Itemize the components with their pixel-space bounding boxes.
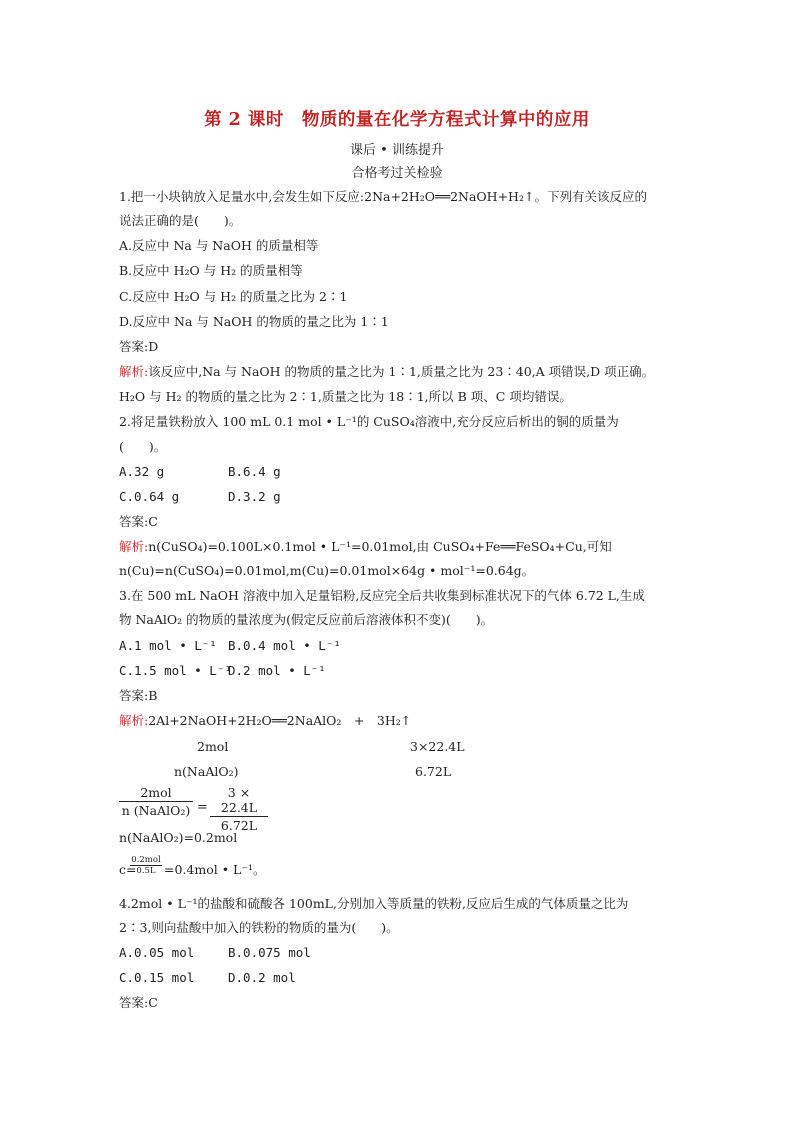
section-subtitle: 课后 • 训练提升 [350,143,444,158]
q3-concentration-result: =0.4mol • L⁻¹。 [164,862,266,877]
q2-stem-line1: 2.将足量铁粉放入 100 mL 0.1 mol • L⁻¹的 CuSO₄溶液中,充分反应后析出的铜的质量为 [119,414,619,429]
fraction-numerator: 2mol [140,785,172,800]
q1-answer: 答案:D [119,339,159,354]
q3-answer: 答案:B [119,688,158,703]
q3-option-b: B.0.4 mol • L⁻¹ [228,638,341,653]
q3-stem-line1: 3.在 500 mL NaOH 溶液中加入足量铝粉,反应完全后共收集到标准状况下的气体 6.72 L,生成 [119,588,645,603]
analysis-label: 解析: [119,364,149,379]
q4-option-b: B.0.075 mol [228,945,311,960]
q2-option-a: A.32 g [119,464,165,479]
equals-sign: = [197,800,208,815]
fraction-bar [210,816,268,817]
fraction-numerator: 0.2mol [131,855,161,865]
q1-option-a: A.反应中 Na 与 NaOH 的质量相等 [119,238,319,253]
fraction-bar [119,801,193,802]
q1-stem-line2: 说法正确的是( )。 [119,213,242,228]
q3-result-moles: n(NaAlO₂)=0.2mol [119,830,238,845]
q1-analysis-line1 [119,364,654,380]
page-title: 第 2 课时 物质的量在化学方程式计算中的应用 [204,110,590,130]
q3-ratio-left-1: 2mol [197,739,229,754]
analysis-label: 解析: [119,539,149,554]
q4-option-d: D.0.2 mol [228,970,296,985]
q4-stem-line2: 2∶3,则向盐酸中加入的铁粉的物质的量为( )。 [119,920,399,935]
q2-option-c: C.0.64 g [119,489,180,504]
q1-analysis-text: 该反应中,Na 与 NaOH 的物质的量之比为 1∶1,质量之比为 23∶40,A 项错误,D 项正确。 [148,364,655,379]
q2-answer: 答案:C [119,514,158,529]
fraction-denominator: n (NaAlO₂) [121,803,191,818]
q4-option-c: C.0.15 mol [119,970,195,985]
q3-option-c: C.1.5 mol • L⁻¹ [119,663,232,678]
q1-option-c: C.反应中 H₂O 与 H₂ 的质量之比为 2∶1 [119,289,348,304]
q2-analysis-line2: n(Cu)=n(CuSO₄)=0.01mol,m(Cu)=0.01mol×64g • mol⁻¹=0.64g。 [119,563,535,578]
fraction-denominator: 0.5L [136,866,156,876]
fraction-denominator: 6.72L [220,818,258,833]
fraction-numerator: 3 × 22.4L [220,785,258,815]
q2-option-d: D.3.2 g [228,489,281,504]
q4-answer: 答案:C [119,995,158,1010]
q1-option-d: D.反应中 Na 与 NaOH 的物质的量之比为 1∶1 [119,314,389,329]
q3-ratio-left-2: n(NaAlO₂) [174,764,239,779]
q3-fraction-left [119,785,193,818]
q4-option-a: A.0.05 mol [119,945,195,960]
q1-analysis-line2: H₂O 与 H₂ 的物质的量之比为 2∶1,质量之比为 18∶1,所以 B 项、C 项均错误。 [119,389,572,404]
q3-option-d: D.2 mol • L⁻¹ [228,663,326,678]
q3-ratio-right-1: 3×22.4L [410,739,465,754]
q3-concentration-fraction [130,855,162,876]
q4-stem-line1: 4.2mol • L⁻¹的盐酸和硫酸各 100mL,分别加入等质量的铁粉,反应后生成的气体质量之比为 [119,896,629,911]
section-level: 合格考过关检验 [351,166,443,181]
q3-stem-line2: 物 NaAlO₂ 的物质的量浓度为(假定反应前后溶液体积不变)( )。 [119,612,494,627]
q3-option-a: A.1 mol • L⁻¹ [119,638,217,653]
q2-option-b: B.6.4 g [228,464,281,479]
q3-fraction-right [210,785,268,833]
analysis-label: 解析: [119,713,149,728]
concentration-prefix: c= [119,862,137,877]
q3-equation-text: 2Al+2NaOH+2H₂O══2NaAlO₂ + 3H₂↑ [148,713,412,728]
q1-stem-line1: 1.把一小块钠放入足量水中,会发生如下反应:2Na+2H₂O══2NaOH+H₂↑。下列有关该反应的 [119,189,647,204]
q3-ratio-right-2: 6.72L [415,764,452,779]
q2-analysis-text: n(CuSO₄)=0.100L×0.1mol • L⁻¹=0.01mol,由 CuSO₄+Fe══FeSO₄+Cu,可知 [148,539,612,554]
q1-option-b: B.反应中 H₂O 与 H₂ 的质量相等 [119,263,303,278]
q3-analysis-equation [119,713,411,729]
q2-stem-line2: ( )。 [119,439,167,454]
q2-analysis-line1 [119,539,612,555]
